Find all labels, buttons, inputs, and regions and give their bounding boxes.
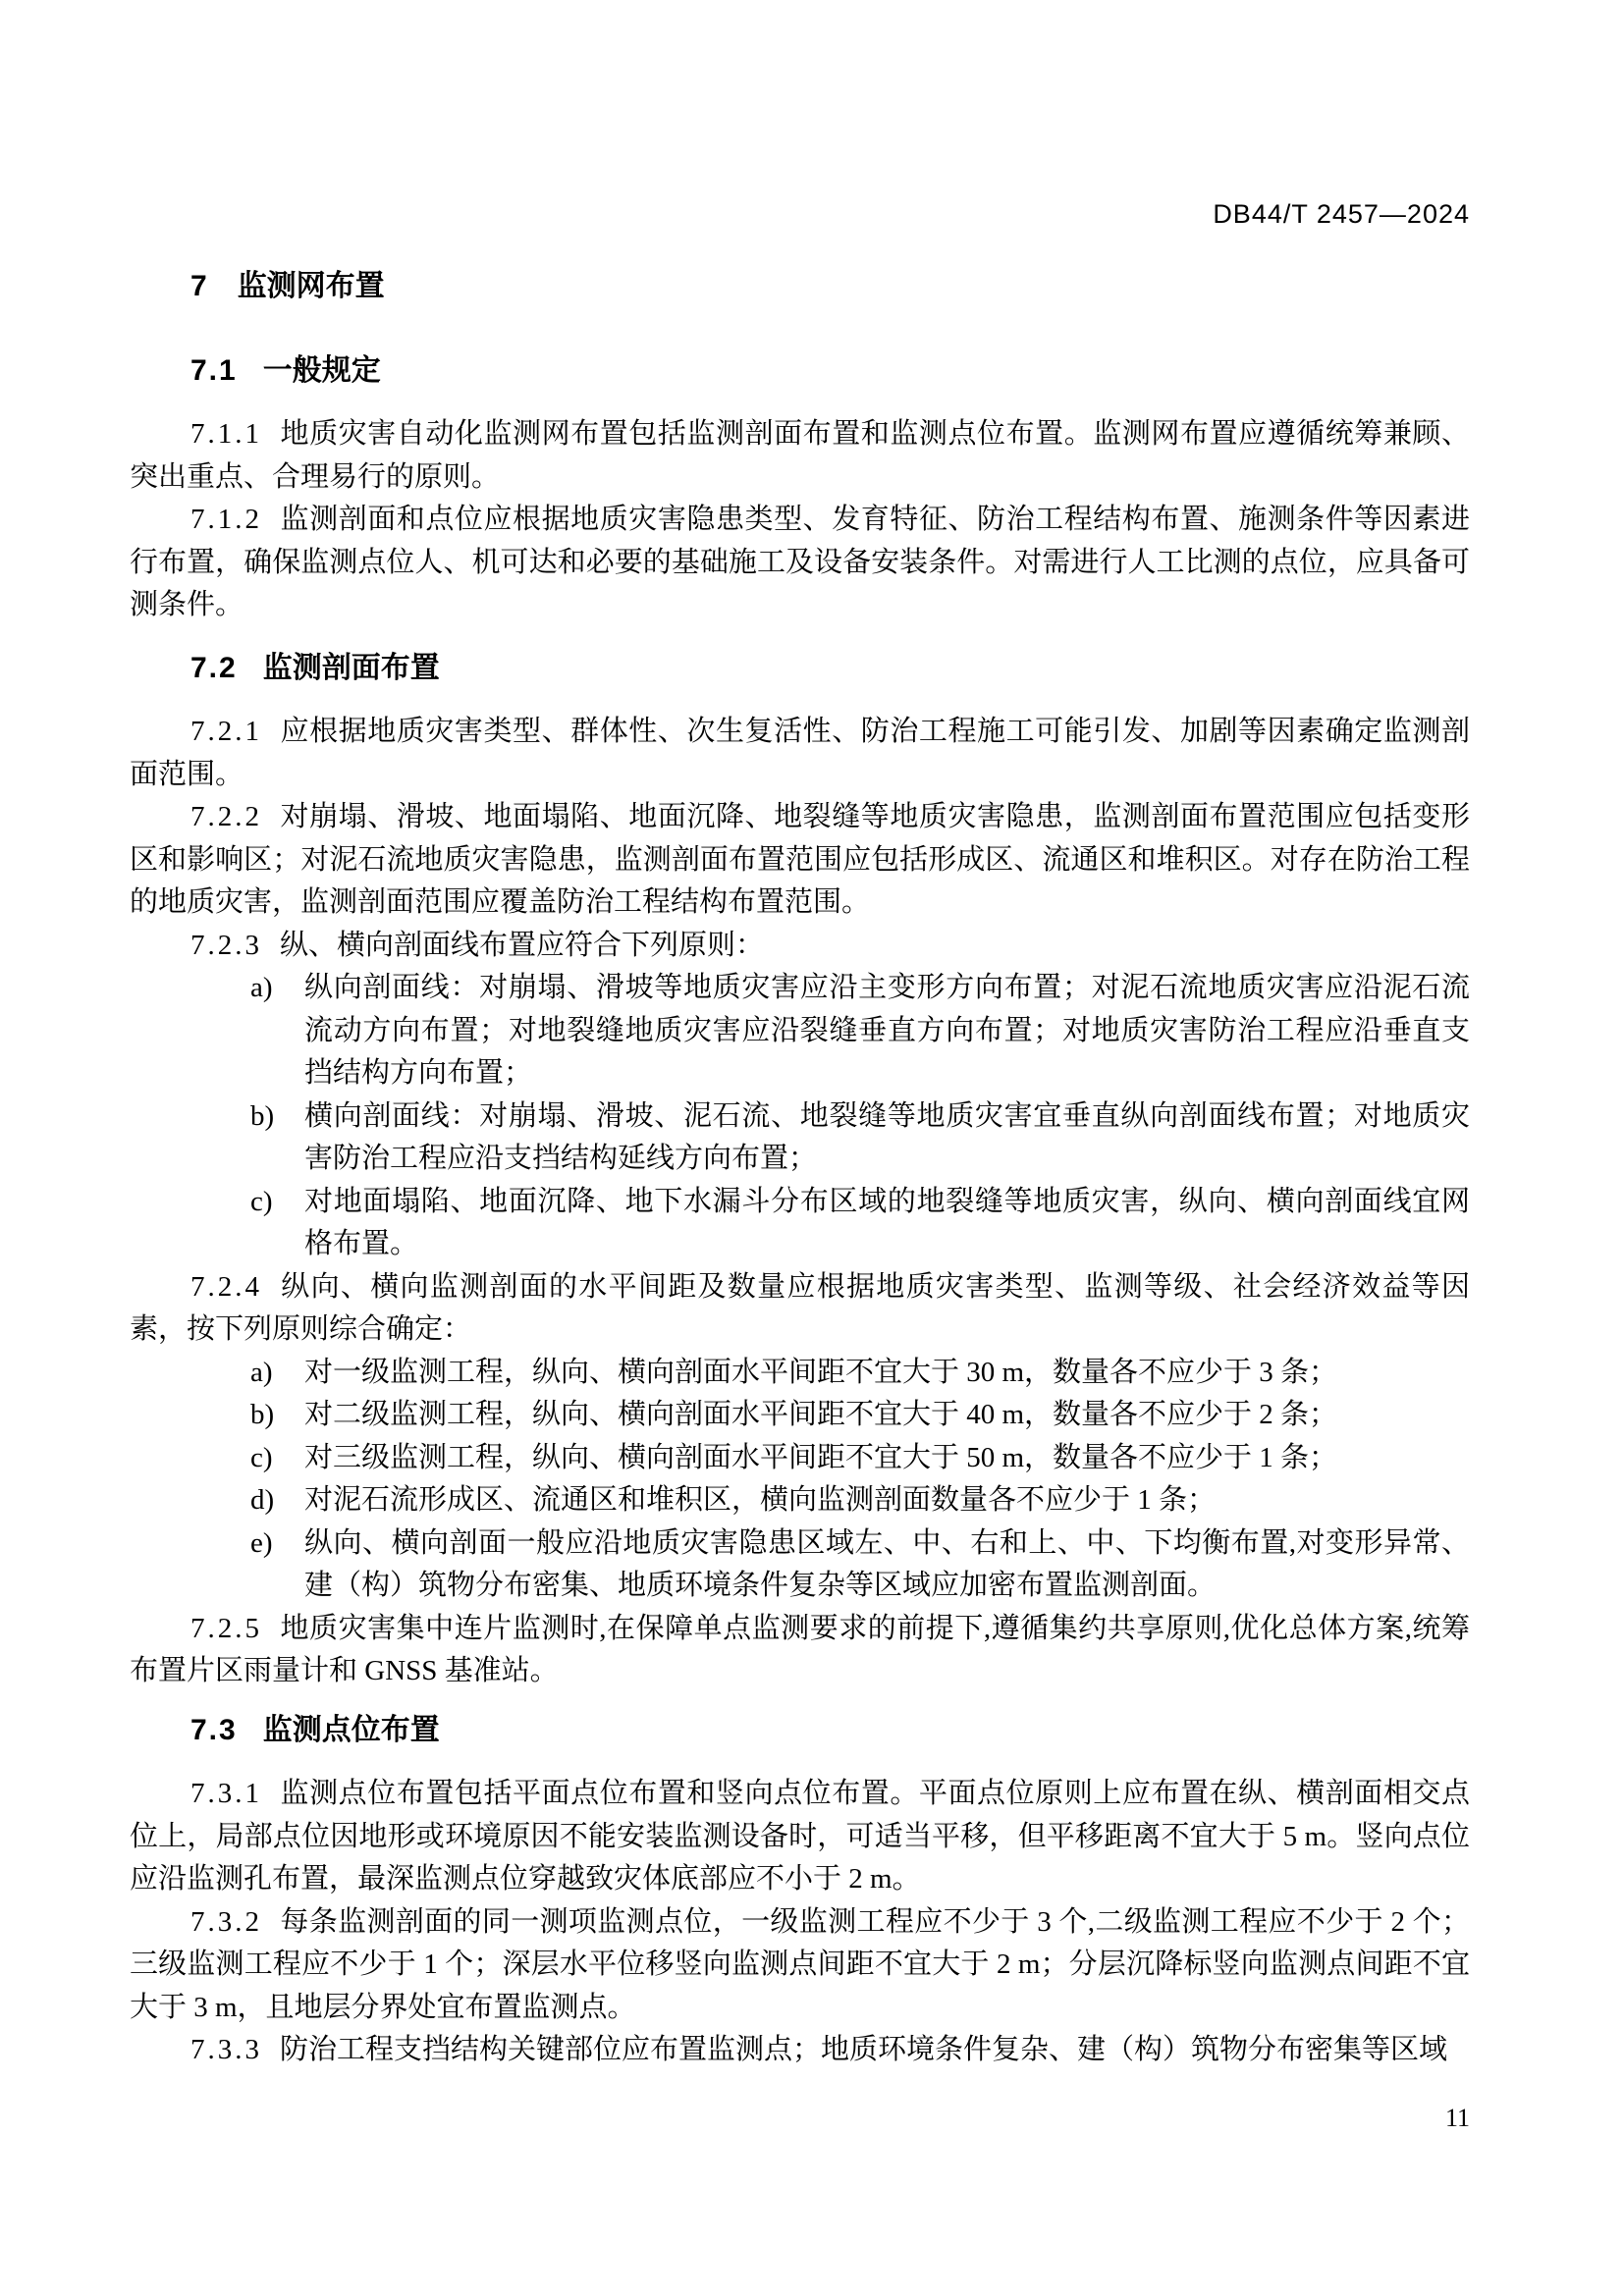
section-title: 一般规定 <box>262 353 381 387</box>
section-7-1 <box>130 349 1470 627</box>
section-heading <box>130 647 1470 690</box>
list-item-label: b) <box>250 1399 275 1430</box>
list-item <box>130 1437 1470 1480</box>
list-item-text: 对二级监测工程，纵向、横向剖面水平间距不宜大于 40 m，数量各不应少于 2 条； <box>304 1399 1338 1430</box>
list-item-text: 对地面塌陷、地面沉降、地下水漏斗分布区域的地裂缝等地质灾害，纵向、横向剖面线宜网格布置。 <box>304 1185 1470 1259</box>
section-number: 7.1 <box>190 353 238 387</box>
list-item <box>130 1522 1470 1608</box>
clause-text: 地质灾害自动化监测网布置包括监测剖面布置和监测点位布置。监测网布置应遵循统筹兼顾、突出重点、合理易行的原则。 <box>130 418 1470 493</box>
clause-7-2-3-list <box>130 967 1470 1266</box>
clause-text: 纵、横向剖面线布置应符合下列原则： <box>280 929 765 961</box>
list-item-label: c) <box>250 1185 273 1217</box>
doc-number: DB44/T 2457—2024 <box>1213 199 1470 229</box>
list-item-text: 对一级监测工程，纵向、横向剖面水平间距不宜大于 30 m，数量各不应少于 3 条； <box>304 1356 1338 1388</box>
clause-number: 7.3.3 <box>190 2034 262 2065</box>
clause-7-3-3 <box>130 2029 1470 2072</box>
chapter-heading <box>130 265 1470 308</box>
clause-text: 应根据地质灾害类型、群体性、次生复活性、防治工程施工可能引发、加剧等因素确定监测剖面范围。 <box>130 716 1470 790</box>
list-item <box>130 1352 1470 1395</box>
clause-number: 7.2.3 <box>190 929 262 961</box>
clause-text: 监测点位布置包括平面点位布置和竖向点位布置。平面点位原则上应布置在纵、横剖面相交点位上，局部点位因地形或环境原因不能安装监测设备时，可适当平移，但平移距离不宜大于 5 m。竖向点位应沿监测孔布置，最深监测点位穿越致灾体底部应不小于 2 m。 <box>130 1778 1470 1895</box>
section-number: 7.2 <box>190 651 238 684</box>
clause-text: 对崩塌、滑坡、地面塌陷、地面沉降、地裂缝等地质灾害隐患，监测剖面布置范围应包括变形区和影响区；对泥石流地质灾害隐患，监测剖面布置范围应包括形成区、流通区和堆积区。对存在防治工程的地质灾害，监测剖面范围应覆盖防治工程结构布置范围。 <box>130 801 1470 918</box>
list-item-label: a) <box>250 972 273 1003</box>
clause-7-2-4-list <box>130 1352 1470 1608</box>
list-item-label: a) <box>250 1356 273 1388</box>
running-header <box>130 199 1470 229</box>
clause-number: 7.2.5 <box>190 1612 262 1644</box>
list-item <box>130 1394 1470 1437</box>
list-item-label: b) <box>250 1099 275 1132</box>
list-item <box>130 1479 1470 1522</box>
clause-text: 每条监测剖面的同一测项监测点位，一级监测工程应不少于 3 个,二级监测工程应不少于 2 个；三级监测工程应不少于 1 个；深层水平位移竖向监测点间距不宜大于 2 m；分层沉降标竖向监测点间距不宜大于 3 m，且地层分界处宜布置监测点。 <box>130 1905 1470 2023</box>
section-7-3 <box>130 1709 1470 2072</box>
list-item-text: 对泥石流形成区、流通区和堆积区，横向监测剖面数量各不应少于 1 条； <box>304 1484 1217 1516</box>
section-heading <box>130 1709 1470 1752</box>
page-number: 11 <box>1444 2103 1470 2132</box>
chapter-title: 监测网布置 <box>237 270 385 302</box>
list-item-text: 横向剖面线：对崩塌、滑坡、泥石流、地裂缝等地质灾害宜垂直纵向剖面线布置；对地质灾害防治工程应沿支挡结构延线方向布置； <box>304 1099 1470 1174</box>
section-number: 7.3 <box>190 1713 238 1746</box>
clause-text: 监测剖面和点位应根据地质灾害隐患类型、发育特征、防治工程结构布置、施测条件等因素进行布置，确保监测点位人、机可达和必要的基础施工及设备安装条件。对需进行人工比测的点位，应具备可测条件。 <box>130 504 1470 620</box>
clause-7-3-2 <box>130 1901 1470 2030</box>
list-item <box>130 1181 1470 1266</box>
clause-7-2-2 <box>130 796 1470 925</box>
list-item-text: 纵向、横向剖面一般应沿地质灾害隐患区域左、中、右和上、中、下均衡布置,对变形异常、建（构）筑物分布密集、地质环境条件复杂等区域应加密布置监测剖面。 <box>304 1526 1470 1601</box>
section-title: 监测点位布置 <box>262 1713 440 1746</box>
list-item-text: 纵向剖面线：对崩塌、滑坡等地质灾害应沿主变形方向布置；对泥石流地质灾害应沿泥石流流动方向布置；对地裂缝地质灾害应沿裂缝垂直方向布置；对地质灾害防治工程应沿垂直支挡结构方向布置； <box>304 972 1470 1089</box>
section-heading <box>130 349 1470 393</box>
list-item-text: 对三级监测工程，纵向、横向剖面水平间距不宜大于 50 m，数量各不应少于 1 条； <box>304 1441 1338 1473</box>
clause-7-1-2 <box>130 499 1470 627</box>
list-item-label: d) <box>250 1484 275 1516</box>
section-7-2 <box>130 647 1470 1693</box>
clause-7-3-1 <box>130 1773 1470 1901</box>
clause-text: 纵向、横向监测剖面的水平间距及数量应根据地质灾害类型、监测等级、社会经济效益等因素，按下列原则综合确定： <box>130 1270 1470 1345</box>
clause-number: 7.3.1 <box>190 1778 262 1809</box>
clause-number: 7.1.2 <box>190 504 262 535</box>
list-item-label: e) <box>250 1526 273 1559</box>
clause-7-2-3 <box>130 925 1470 968</box>
clause-7-2-4 <box>130 1266 1470 1352</box>
clause-number: 7.3.2 <box>190 1905 262 1938</box>
clause-text: 地质灾害集中连片监测时,在保障单点监测要求的前提下,遵循集约共享原则,优化总体方案,统筹布置片区雨量计和 GNSS 基准站。 <box>130 1612 1470 1686</box>
list-item-label: c) <box>250 1441 273 1473</box>
clause-7-2-1 <box>130 711 1470 796</box>
clause-text: 防治工程支挡结构关键部位应布置监测点；地质环境条件复杂、建（构）筑物分布密集等区域 <box>280 2034 1448 2065</box>
clause-number: 7.2.1 <box>190 716 262 747</box>
section-title: 监测剖面布置 <box>262 651 440 684</box>
clause-number: 7.2.4 <box>190 1270 262 1303</box>
clause-number: 7.2.2 <box>190 801 262 832</box>
list-item <box>130 967 1470 1095</box>
list-item <box>130 1095 1470 1181</box>
chapter-number: 7 <box>190 270 208 302</box>
clause-7-2-5 <box>130 1608 1470 1693</box>
clause-7-1-1 <box>130 413 1470 499</box>
clause-number: 7.1.1 <box>190 418 262 450</box>
